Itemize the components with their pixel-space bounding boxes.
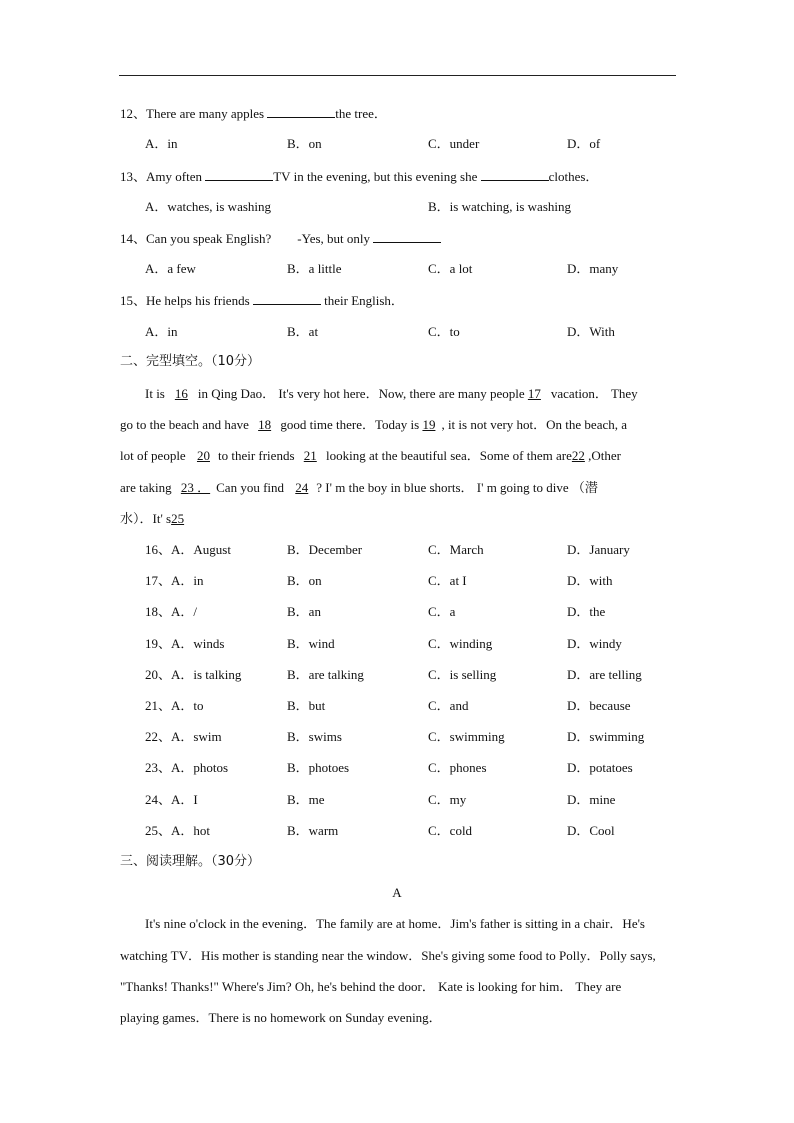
cloze-24-option-b[interactable]: B．me [287, 792, 325, 807]
question-text: There are many apples [146, 106, 268, 121]
cloze-19-option-a[interactable]: 19、A．winds [145, 636, 225, 651]
passage-label: A [392, 885, 402, 900]
question-14 [120, 230, 441, 247]
reading-line-4: playing games．There is no homework on Sunday evening． [120, 1010, 442, 1025]
question-text: their English． [320, 293, 404, 308]
option-c[interactable]: C．under [428, 136, 480, 151]
question-15 [120, 292, 404, 309]
cloze-25-option-a[interactable]: 25、A．hot [145, 823, 211, 838]
cloze-text: It is [145, 386, 165, 401]
option-c[interactable]: C．to [428, 324, 460, 339]
cloze-text: vacation． They [550, 386, 638, 401]
option-b[interactable]: B．a little [287, 261, 342, 276]
cloze-17-option-d[interactable]: D．with [567, 573, 613, 588]
option-a[interactable]: A．a few [145, 261, 196, 276]
cloze-23-option-a[interactable]: 23、A．photos [145, 760, 229, 775]
cloze-blank-17[interactable]: 17 [527, 386, 541, 401]
cloze-20-option-c[interactable]: C．is selling [428, 667, 497, 682]
question-text: TV in the evening, but this evening she [273, 169, 481, 184]
option-a[interactable]: A．in [145, 136, 178, 151]
cloze-25-option-b[interactable]: B．warm [287, 823, 339, 838]
cloze-25-option-d[interactable]: D．Cool [567, 823, 615, 838]
question-number: 14、 [120, 231, 147, 246]
cloze-text: are taking [120, 480, 175, 495]
question-text: Amy often [146, 169, 206, 184]
option-b[interactable]: B．on [287, 136, 322, 151]
cloze-17-option-a[interactable]: 17、A．in [145, 573, 204, 588]
cloze-line-5 [120, 511, 682, 527]
reading-line-1: It's nine o'clock in the evening．The family are at home．Jim's father is sitting in a chair．He's [145, 916, 645, 931]
cloze-18-option-a[interactable]: 18、A．/ [145, 604, 198, 619]
section-2-title: 二、完型填空。（10分） [120, 354, 261, 369]
question-text: clothes． [548, 169, 599, 184]
question-number: 15、 [120, 293, 147, 308]
cloze-blank-18[interactable]: 18 [258, 417, 272, 432]
section-3-title: 三、阅读理解。（30分） [120, 854, 261, 869]
cloze-24-option-a[interactable]: 24、A．I [145, 792, 198, 807]
cloze-text: 水）．It' s [120, 511, 172, 526]
cloze-blank-21[interactable]: 21 [303, 448, 317, 463]
cloze-text: , it is not very hot．On the beach, a [441, 417, 628, 432]
cloze-19-option-d[interactable]: D．windy [567, 636, 622, 651]
cloze-25-option-c[interactable]: C．cold [428, 823, 473, 838]
cloze-text: ,Other [584, 448, 621, 463]
cloze-16-option-b[interactable]: B．December [287, 542, 363, 557]
option-d[interactable]: D．With [567, 324, 615, 339]
cloze-17-option-c[interactable]: C．at I [428, 573, 467, 588]
cloze-16-option-c[interactable]: C．March [428, 542, 484, 557]
question-13 [120, 168, 598, 185]
answer-blank[interactable] [481, 168, 549, 181]
question-number: 13、 [120, 169, 147, 184]
cloze-16-option-a[interactable]: 16、A．August [145, 542, 231, 557]
header-rule [119, 75, 676, 76]
question-text: the tree． [335, 106, 387, 121]
cloze-23-option-c[interactable]: C．phones [428, 760, 487, 775]
option-d[interactable]: D．many [567, 261, 619, 276]
cloze-blank-25[interactable]: 25 [171, 511, 185, 526]
cloze-18-option-b[interactable]: B．an [287, 604, 321, 619]
cloze-blank-23[interactable]: 23 ． [180, 480, 211, 495]
cloze-18-option-d[interactable]: D．the [567, 604, 606, 619]
cloze-20-option-a[interactable]: 20、A．is talking [145, 667, 242, 682]
cloze-22-option-b[interactable]: B．swims [287, 729, 342, 744]
question-number: 12、 [120, 106, 147, 121]
cloze-text: go to the beach and have [120, 417, 253, 432]
cloze-text: in Qing Dao． It's very hot here．Now, there are many people [197, 386, 528, 401]
cloze-23-option-d[interactable]: D．potatoes [567, 760, 633, 775]
cloze-21-option-d[interactable]: D．because [567, 698, 631, 713]
cloze-blank-24[interactable]: 24 [295, 480, 309, 495]
cloze-24-option-c[interactable]: C．my [428, 792, 467, 807]
cloze-blank-19[interactable]: 19 [422, 417, 436, 432]
reading-line-3: "Thanks! Thanks!" Where's Jim? Oh, he's behind the door． Kate is looking for him． They are [120, 979, 622, 994]
cloze-16-option-d[interactable]: D．January [567, 542, 630, 557]
cloze-blank-22[interactable]: 22 [571, 448, 585, 463]
cloze-text: good time there．Today is [277, 417, 423, 432]
cloze-line-4 [120, 480, 682, 496]
answer-blank[interactable] [253, 292, 321, 305]
cloze-19-option-b[interactable]: B．wind [287, 636, 335, 651]
cloze-text: Can you find [216, 480, 288, 495]
question-12 [120, 105, 387, 122]
cloze-21-option-c[interactable]: C．and [428, 698, 469, 713]
cloze-18-option-c[interactable]: C．a [428, 604, 456, 619]
cloze-17-option-b[interactable]: B．on [287, 573, 322, 588]
reading-line-2: watching TV．His mother is standing near the window．She's giving some food to Polly．Polly says, [120, 948, 656, 963]
option-a[interactable]: A．in [145, 324, 178, 339]
cloze-blank-20[interactable]: 20 [196, 448, 210, 463]
option-d[interactable]: D．of [567, 136, 601, 151]
question-text: Can you speak English? -Yes, but only [146, 231, 374, 246]
cloze-line-2 [120, 417, 682, 433]
cloze-text: to their friends [217, 448, 298, 463]
answer-blank[interactable] [267, 105, 335, 118]
cloze-text: lot of people [120, 448, 189, 463]
option-b[interactable]: B．is watching, is washing [428, 199, 571, 214]
option-a[interactable]: A．watches, is washing [145, 199, 272, 214]
cloze-21-option-a[interactable]: 21、A．to [145, 698, 204, 713]
cloze-line-3 [120, 448, 682, 464]
cloze-22-option-d[interactable]: D．swimming [567, 729, 645, 744]
cloze-text: looking at the beautiful sea．Some of them are [322, 448, 572, 463]
answer-blank[interactable] [373, 230, 441, 243]
option-c[interactable]: C．a lot [428, 261, 473, 276]
cloze-19-option-c[interactable]: C．winding [428, 636, 493, 651]
cloze-blank-16[interactable]: 16 [174, 386, 188, 401]
cloze-line-1 [145, 386, 707, 402]
cloze-20-option-d[interactable]: D．are telling [567, 667, 642, 682]
cloze-20-option-b[interactable]: B．are talking [287, 667, 364, 682]
cloze-21-option-b[interactable]: B．but [287, 698, 326, 713]
question-text: He helps his friends [146, 293, 253, 308]
answer-blank[interactable] [205, 168, 273, 181]
option-b[interactable]: B．at [287, 324, 319, 339]
cloze-22-option-a[interactable]: 22、A．swim [145, 729, 222, 744]
cloze-23-option-b[interactable]: B．photoes [287, 760, 350, 775]
cloze-text: ? I' m the boy in blue shorts． I' m going to dive （潜 [316, 480, 598, 495]
cloze-24-option-d[interactable]: D．mine [567, 792, 616, 807]
cloze-22-option-c[interactable]: C．swimming [428, 729, 505, 744]
